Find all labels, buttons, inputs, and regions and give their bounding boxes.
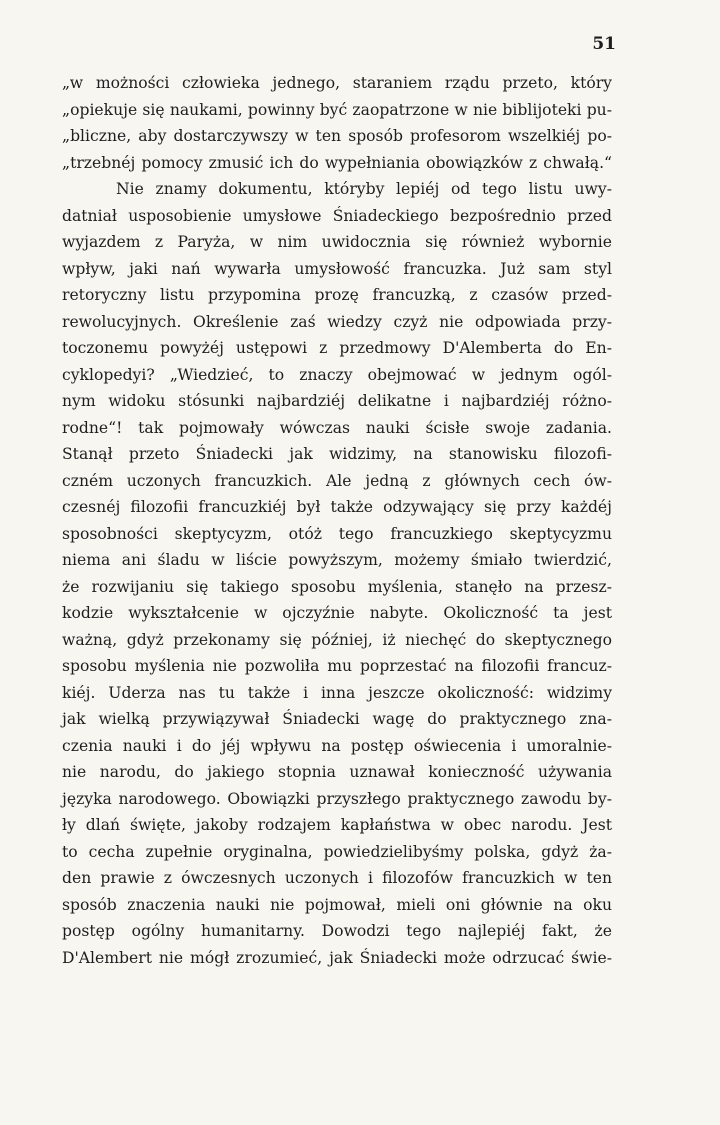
- text-line: datniał usposobienie umysłowe Śniadeckiego bezpośrednio przed: [62, 206, 612, 225]
- text-line: toczonemu powyżéj ustępowi z przedmowy D'Alemberta do En-: [62, 339, 612, 357]
- text-line: wpływ, jaki nań wywarła umysłowość francuzka. Już sam styl: [62, 259, 612, 278]
- text-line: rewolucyjnych. Określenie zaś wiedzy czyż nie odpowiada przy-: [62, 312, 612, 331]
- text-line: D'Alembert nie mógł zrozumieć, jak Śniadecki może odrzucać świe-: [62, 948, 612, 967]
- text-line: kiéj. Uderza nas tu także i inna jeszcze okoliczność: widzimy: [62, 683, 612, 702]
- text-line: nie narodu, do jakiego stopnia uznawał konieczność używania: [62, 763, 612, 781]
- text-line: ważną, gdyż przekonamy się później, iż niechęć do skeptycznego: [62, 630, 612, 649]
- text-line: Stanął przeto Śniadecki jak widzimy, na stanowisku filozofi-: [62, 445, 612, 463]
- text-line: sposobu myślenia nie pozwoliła mu poprzestać na filozofii francuz-: [62, 657, 612, 675]
- text-line: „trzebnéj pomocy zmusić ich do wypełniania obowiązków z chwałą.“: [62, 153, 612, 172]
- page-number: 51: [592, 34, 616, 54]
- text-line: den prawie z ówczesnych uczonych i filozofów francuzkich w ten: [62, 869, 612, 887]
- text-line: kodzie wykształcenie w ojczyźnie nabyte. Okoliczność ta jest: [62, 604, 612, 622]
- text-line: cyklopedyi? „Wiedzieć, to znaczy obejmować w jednym ogól-: [62, 365, 612, 384]
- body-text: [62, 70, 612, 971]
- text-line: sposobności skeptycyzm, otóż tego francuzkiego skeptycyzmu: [62, 524, 612, 543]
- text-line: „bliczne, aby dostarczywszy w ten sposób profesorom wszelkiéj po-: [62, 127, 612, 145]
- text-line: „w możności człowieka jednego, staraniem rządu przeto, który: [62, 74, 612, 92]
- text-line: niema ani śladu w liście powyższym, możemy śmiało twierdzić,: [62, 551, 612, 569]
- text-line: postęp ogólny humanitarny. Dowodzi tego najlepiéj fakt, że: [62, 922, 612, 940]
- text-line: języka narodowego. Obowiązki przyszłego praktycznego zawodu by-: [62, 789, 612, 808]
- text-line: ły dlań święte, jakoby rodzajem kapłaństwa w obec narodu. Jest: [62, 816, 612, 834]
- text-line: retoryczny listu przypomina prozę francuzką, z czasów przed-: [62, 286, 612, 304]
- text-line: sposób znaczenia nauki nie pojmował, mieli oni głównie na oku: [62, 895, 612, 914]
- text-line: wyjazdem z Paryża, w nim uwidocznia się również wybornie: [62, 233, 612, 251]
- text-line: czenia nauki i do jéj wpływu na postęp oświecenia i umoralnie-: [62, 736, 612, 755]
- text-line: Nie znamy dokumentu, któryby lepiéj od tego listu uwy-: [116, 180, 612, 198]
- text-line: rodne“! tak pojmowały wówczas nauki ścisłe swoje zadania.: [62, 418, 612, 437]
- text-line: jak wielką przywiązywał Śniadecki wagę do praktycznego zna-: [62, 710, 612, 728]
- text-line: to cecha zupełnie oryginalna, powiedzielibyśmy polska, gdyż ża-: [62, 842, 612, 861]
- text-line: „opiekuje się naukami, powinny być zaopatrzone w nie biblijoteki pu-: [62, 100, 612, 119]
- text-line: czném uczonych francuzkich. Ale jedną z głównych cech ów-: [62, 471, 612, 490]
- text-line: czesnéj filozofii francuzkiéj był także odzywający się przy każdéj: [62, 498, 612, 516]
- text-line: że rozwijaniu się takiego sposobu myślenia, stanęło na przesz-: [62, 577, 612, 596]
- text-line: nym widoku stósunki najbardziéj delikatne i najbardziéj różno-: [62, 392, 612, 410]
